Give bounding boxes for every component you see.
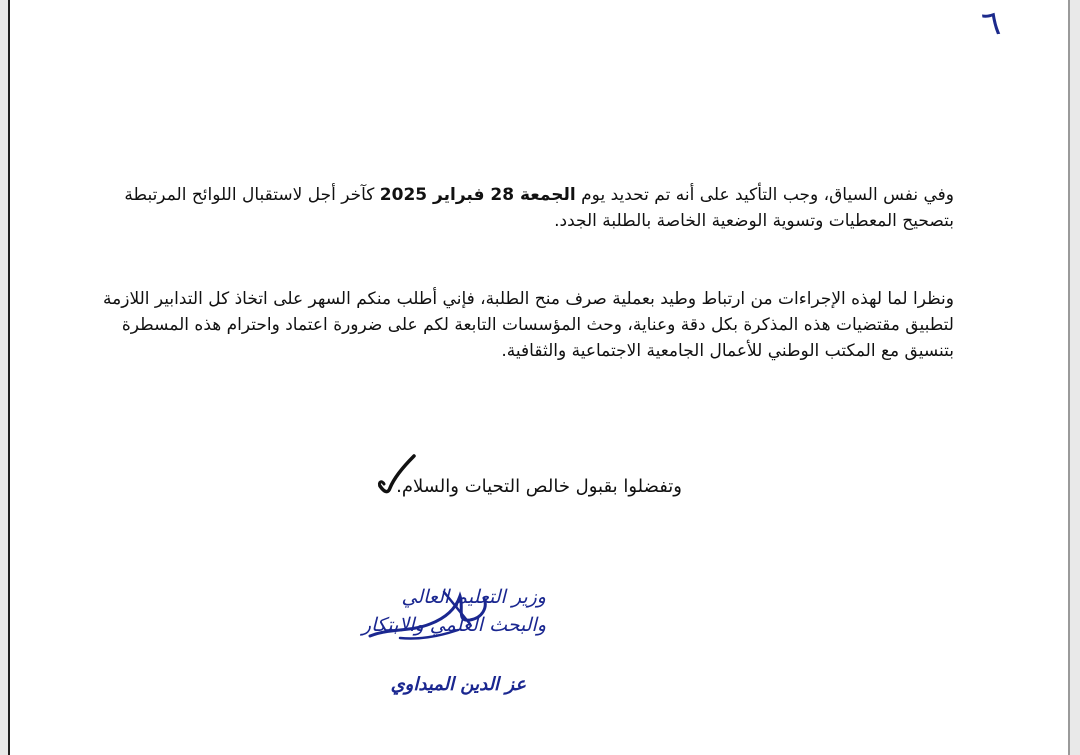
page-number: ٦ (979, 2, 1003, 46)
signatory-name: عز الدين الميداوي (390, 674, 526, 695)
paragraph-line (124, 182, 954, 208)
paragraph-instructions (103, 286, 954, 364)
paragraph-line: بتصحيح المعطيات وتسوية الوضعية الخاصة بالطلبة الجدد. (554, 211, 954, 231)
paragraph-line: لتطبيق مقتضيات هذه المذكرة بكل دقة وعناية، وحث المؤسسات التابعة لكم على ضرورة اعتماد واحترام هذه المسطرة (121, 315, 954, 335)
paragraph-deadline (124, 182, 954, 234)
stamp-title-line1: وزير التعليم العالي (401, 586, 546, 608)
minister-stamp (300, 578, 570, 698)
text-segment: كآخر أجل لاستقبال اللوائح المرتبطة (124, 185, 380, 205)
closing-salutation: وتفضلوا بقبول خالص التحيات والسلام. (396, 476, 682, 497)
paragraph-line: بتنسيق مع المكتب الوطني للأعمال الجامعية الاجتماعية والثقافية. (501, 341, 954, 361)
text-segment: وفي نفس السياق، وجب التأكيد على أنه تم تحديد يوم (575, 185, 954, 205)
handwritten-signature (360, 578, 510, 658)
handwritten-check-mark (374, 452, 426, 498)
stamp-title-line2: والبحث العلمي والابتكار (361, 614, 546, 636)
document-page (8, 0, 1070, 755)
deadline-date: الجمعة 28 فبراير 2025 (379, 185, 576, 205)
paragraph-line: ونظرا لما لهذه الإجراءات من ارتباط وطيد بعملية صرف منح الطلبة، فإني أطلب منكم السهر على اتخاذ كل التدابير اللازمة (103, 289, 954, 309)
